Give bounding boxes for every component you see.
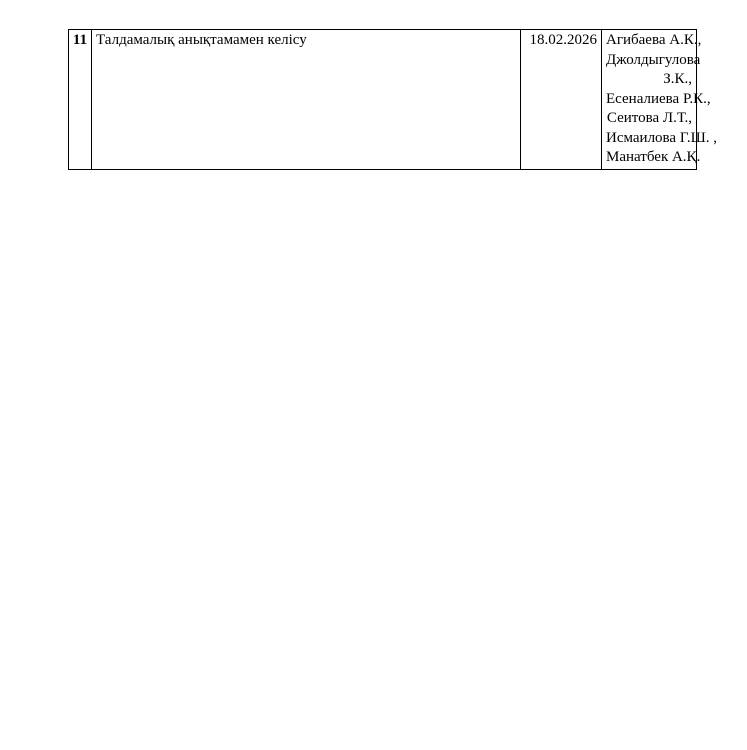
- row-number: 11: [69, 30, 92, 170]
- due-date: 18.02.2026: [521, 30, 602, 170]
- task-title: Талдамалық анықтамамен келісу: [92, 30, 521, 170]
- schedule-table: [68, 29, 717, 170]
- responsible-line: Сеитова Л.Т.,: [606, 110, 692, 126]
- responsible-line: Есеналиева Р.К.,: [606, 90, 711, 107]
- responsible-line: Исмаилова Г.Ш. ,: [606, 129, 717, 146]
- responsible-line: Агибаева А.К.,: [606, 32, 702, 48]
- responsible-line: Джолдыгулова: [606, 51, 701, 68]
- responsible-line: Манатбек А.Қ.: [606, 149, 701, 165]
- responsible-persons: [602, 30, 717, 170]
- responsible-line: З.К.,: [663, 71, 692, 87]
- table-row: [69, 30, 697, 170]
